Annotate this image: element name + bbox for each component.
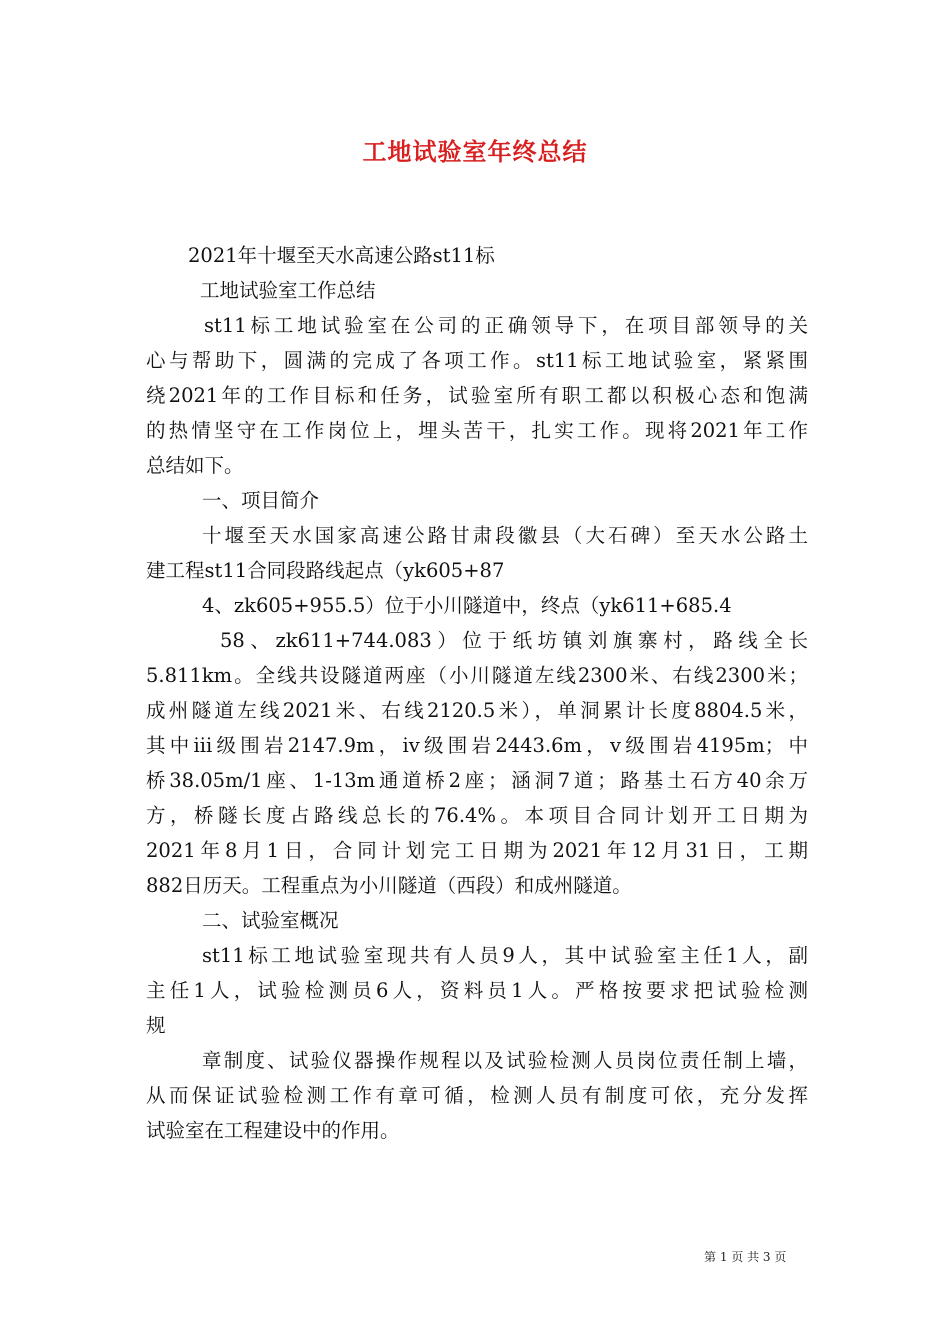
header-line-2: 工地试验室工作总结 <box>200 279 376 302</box>
section-2-line-3: 规 <box>146 1014 166 1037</box>
section-2-line-5: 从而保证试验检测工作有章可循，检测人员有制度可依，充分发挥 <box>146 1084 808 1107</box>
section-1-line-6: 成州隧道左线2021米、右线2120.5米），单洞累计长度8804.5米， <box>146 699 808 722</box>
section-2-heading: 二、试验室概况 <box>202 909 339 932</box>
document-body <box>146 238 808 1148</box>
section-2-line-6: 试验室在工程建设中的作用。 <box>146 1119 400 1142</box>
section-2-line-4: 章制度、试验仪器操作规程以及试验检测人员岗位责任制上墙， <box>202 1049 808 1072</box>
section-1-line-9: 方，桥隧长度占路线总长的76.4%。本项目合同计划开工日期为 <box>146 804 808 827</box>
document-title: 工地试验室年终总结 <box>362 137 588 166</box>
section-1-line-10: 2021年8月1日，合同计划完工日期为2021年12月31日，工期 <box>146 839 808 862</box>
header-line-1: 2021年十堰至天水高速公路st11标 <box>188 244 495 267</box>
section-1-line-8: 桥38.05m/1座、1-13m通道桥2座；涵洞7道；路基土石方40余万 <box>146 769 808 792</box>
section-1-line-2: 建工程st11合同段路线起点（yk605+87 <box>146 559 505 582</box>
intro-line-1: st11标工地试验室在公司的正确领导下，在项目部领导的关 <box>204 314 808 337</box>
intro-line-2: 心与帮助下，圆满的完成了各项工作。st11标工地试验室，紧紧围 <box>146 349 808 372</box>
page-number: 第 1 页 共 3 页 <box>704 1250 787 1264</box>
intro-line-5: 总结如下。 <box>146 454 244 477</box>
intro-line-4: 的热情坚守在工作岗位上，埋头苦干，扎实工作。现将2021年工作 <box>146 419 808 442</box>
section-2-line-1: st11标工地试验室现共有人员9人，其中试验室主任1人，副 <box>202 944 808 967</box>
section-1-line-5: 5.811km。全线共设隧道两座（小川隧道左线2300米、右线2300米； <box>146 664 808 687</box>
section-1-line-3: 4、zk605+955.5）位于小川隧道中，终点（yk611+685.4 <box>202 594 732 617</box>
section-1-line-7: 其中iii级围岩2147.9m，iv级围岩2443.6m，v级围岩4195m；中 <box>146 734 808 757</box>
intro-paragraph <box>146 308 808 483</box>
section-1-line-1: 十堰至天水国家高速公路甘肃段徽县（大石碑）至天水公路土 <box>202 524 808 547</box>
section-2-line-2: 主任1人，试验检测员6人，资料员1人。严格按要求把试验检测 <box>146 979 808 1002</box>
section-1-heading: 一、项目简介 <box>202 489 320 512</box>
section-2-paragraph <box>146 938 808 1148</box>
section-1-line-11: 882日历天。工程重点为小川隧道（西段）和成州隧道。 <box>146 874 632 897</box>
section-1-line-4: 58、zk611+744.083）位于纸坊镇刘旗寨村，路线全长 <box>220 629 808 652</box>
intro-line-3: 绕2021年的工作目标和任务，试验室所有职工都以积极心态和饱满 <box>146 384 808 407</box>
section-1-paragraph <box>146 518 808 903</box>
